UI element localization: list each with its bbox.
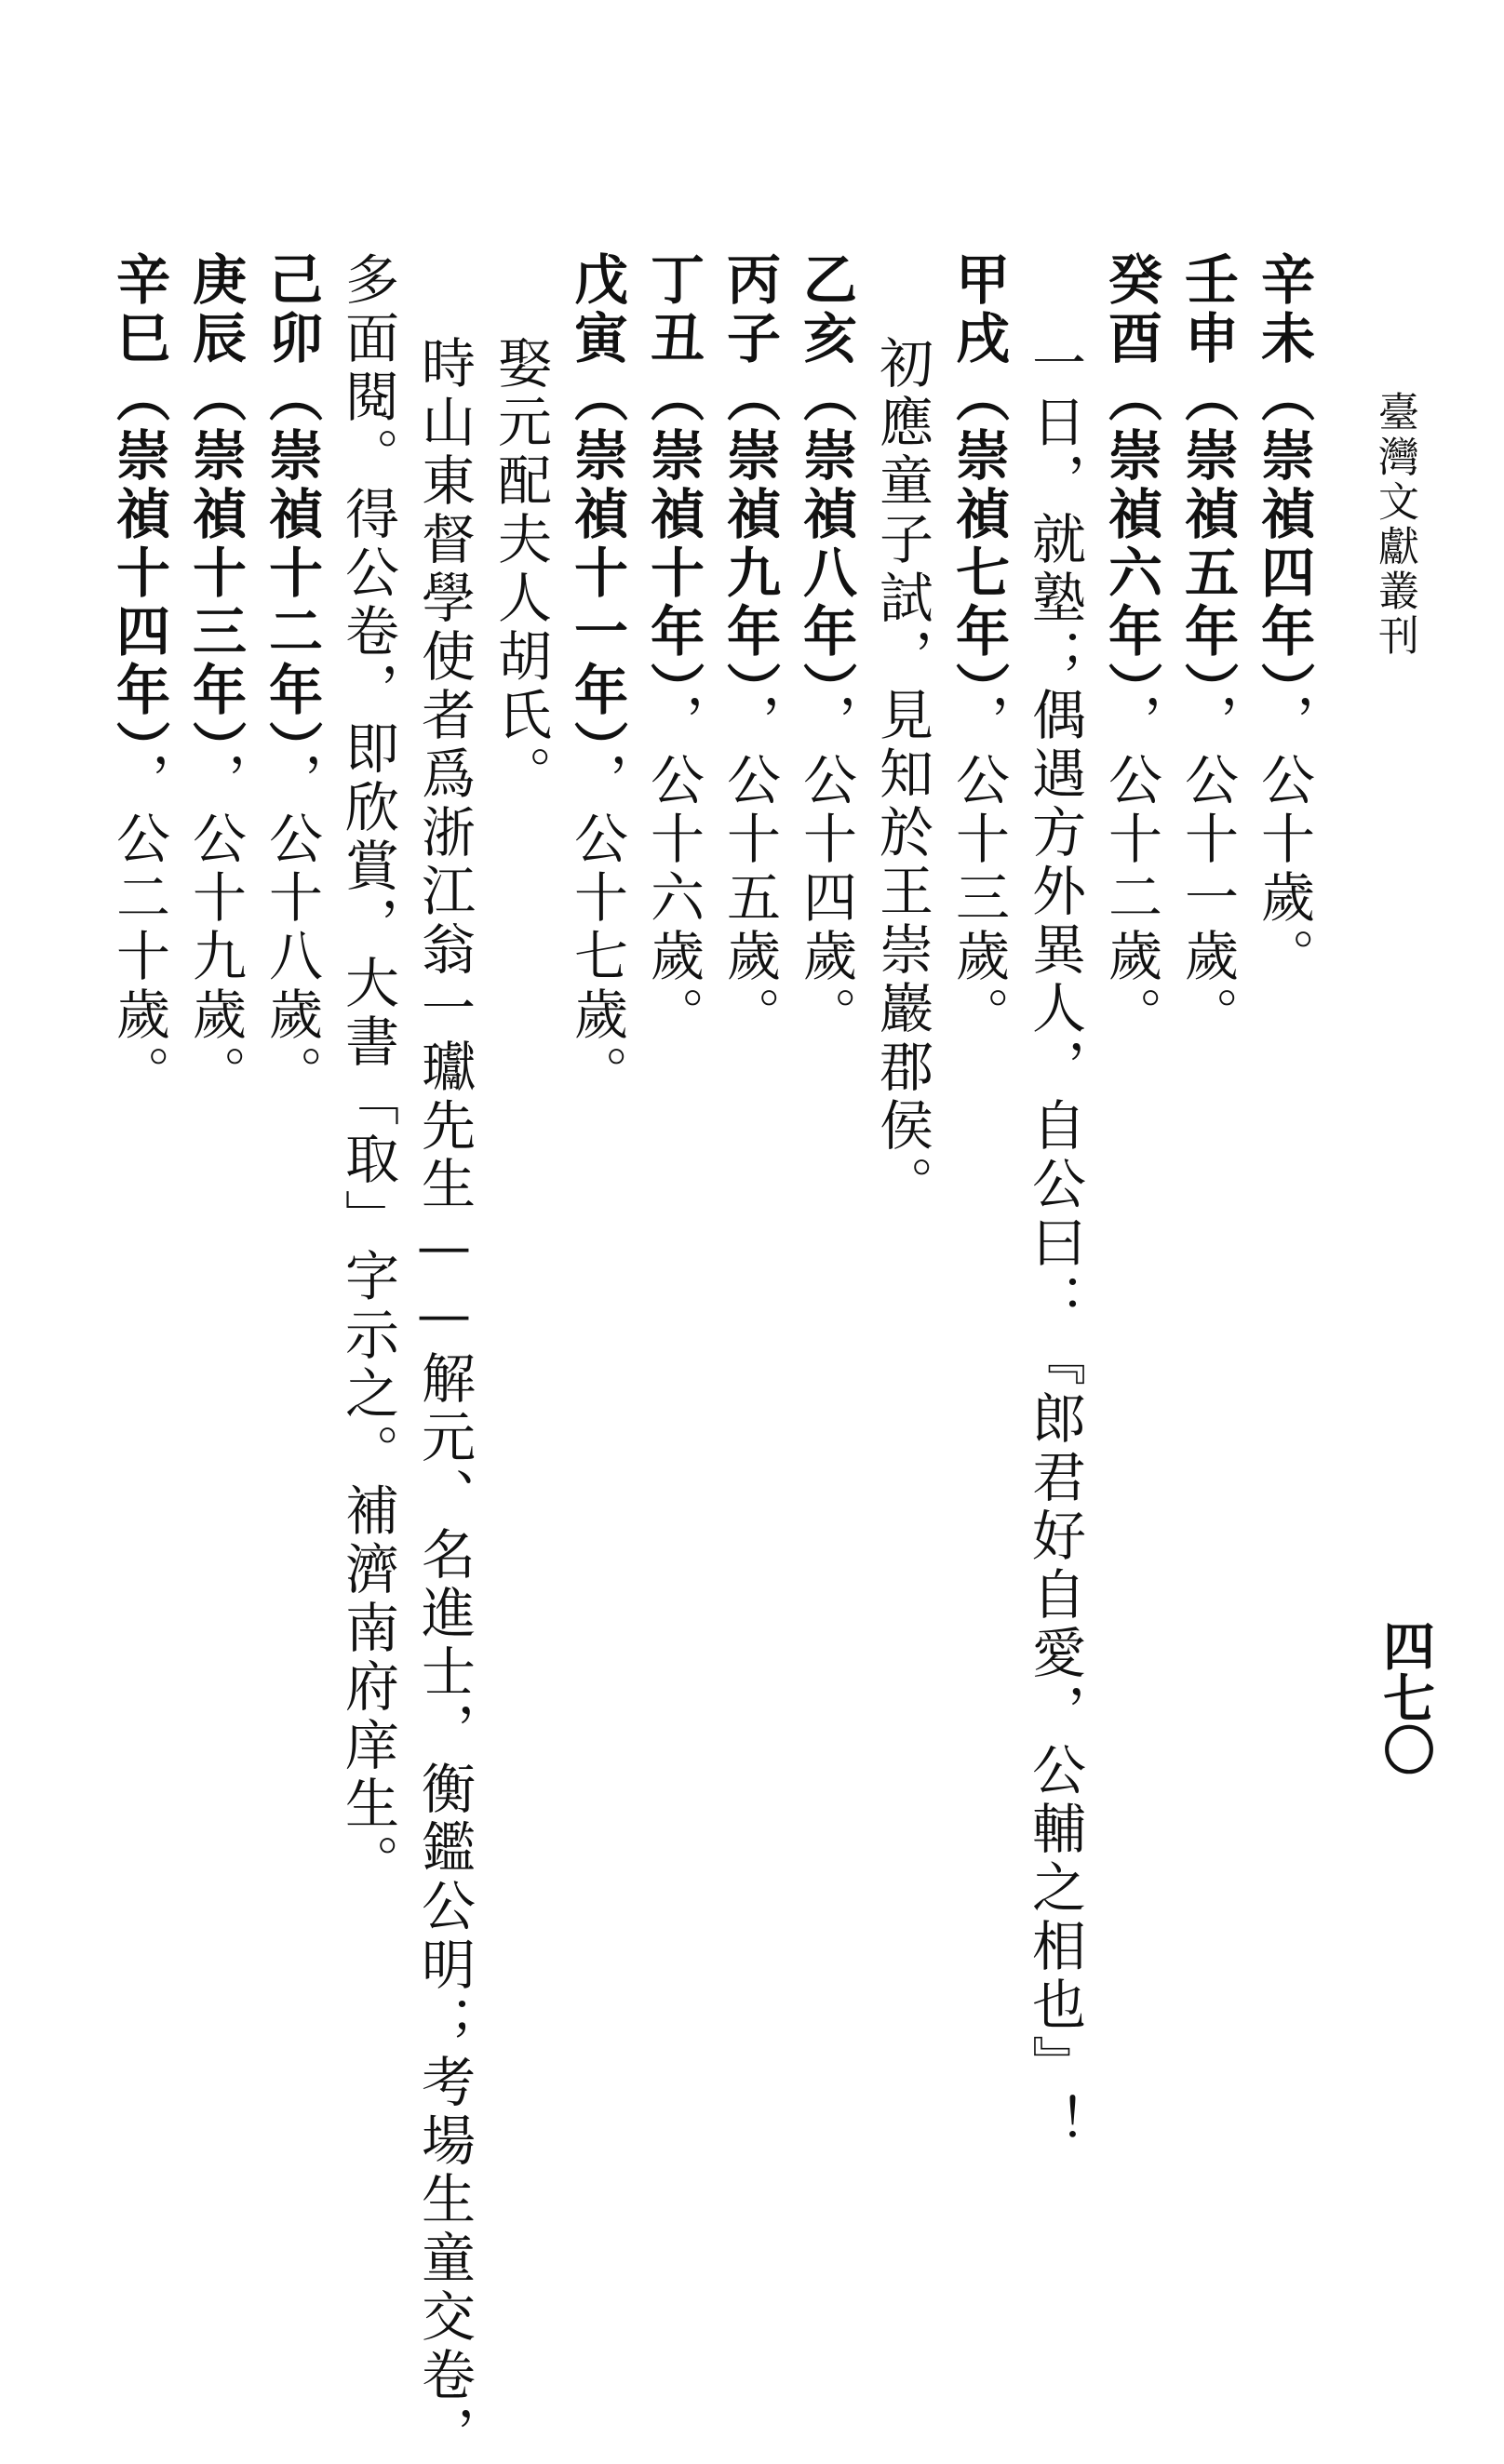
entry-xinsi: 辛巳（崇禎十四年），公二十歲。	[107, 251, 170, 1104]
entry-yihai: 乙亥（崇禎八年），公十四歲。	[794, 251, 857, 1045]
entry-guiyou: 癸酉（崇禎六年），公十二歲。	[1099, 251, 1162, 1045]
entry-gengchen: 庚辰（崇禎十三年），公十九歲。	[183, 251, 247, 1104]
entry-jiaxu: 甲戌（崇禎七年），公十三歲。	[947, 251, 1010, 1045]
entry-dingchou: 丁丑（崇禎十年），公十六歲。	[641, 251, 705, 1045]
entry-renshen: 壬申（崇禎五年），公十一歲。	[1175, 251, 1239, 1045]
entry-bingzi: 丙子（崇禎九年），公十五歲。	[718, 251, 781, 1045]
note-line: 時山東督學使者爲浙江翁一瓛先生——解元、名進士，衡鑑公明；考場生童交卷，	[412, 335, 476, 2464]
entry-wuyin: 戊寅（崇禎十一年），公十七歲。	[565, 251, 628, 1104]
entry-xinwei: 辛未（崇禎四年），公十歲。	[1252, 251, 1315, 986]
page-number: 四七〇	[1375, 1619, 1436, 1775]
note-line: 多面閱。得公卷，即欣賞，大書「取」字示之。補濟南府庠生。	[336, 251, 399, 1893]
entry-jimao: 己卯（崇禎十二年），公十八歲。	[260, 251, 323, 1104]
note-line: 初應童子試，見知於王崇巖郡侯。	[870, 335, 933, 1214]
note-line: 一日，就塾；偶遇方外異人，自公曰：『郎君好自愛，公輔之相也』！	[1023, 335, 1086, 2152]
series-title: 臺灣文獻叢刊	[1371, 391, 1418, 659]
chronicle-text	[93, 251, 1322, 2464]
note-line: 娶元配夫人胡氏。	[489, 335, 552, 804]
